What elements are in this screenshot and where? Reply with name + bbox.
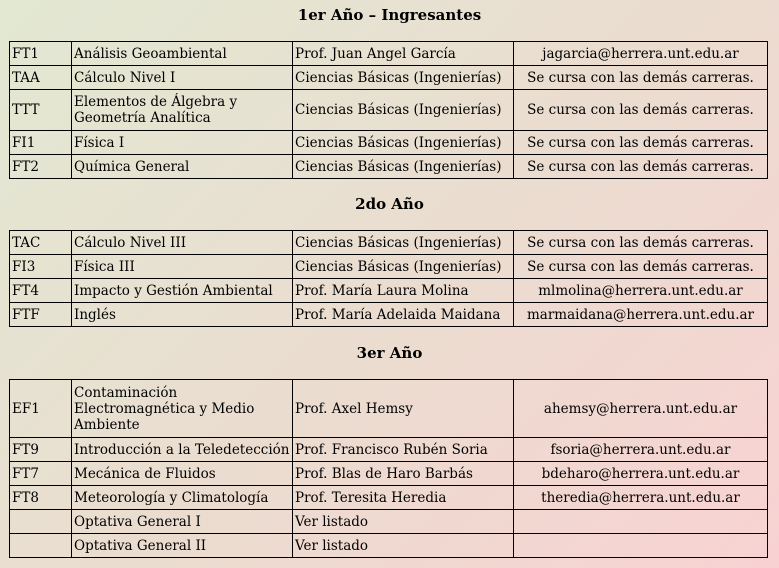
course-name: Optativa General II (72, 534, 293, 558)
course-code: FT8 (10, 486, 72, 510)
table-row (10, 303, 768, 327)
year-1-title: 1er Año – Ingresantes (297, 6, 482, 24)
year-1-table (9, 41, 768, 179)
course-contact (514, 534, 768, 558)
course-contact (514, 510, 768, 534)
course-code: FT1 (10, 42, 72, 66)
course-name: Análisis Geoambiental (72, 42, 293, 66)
course-name: Física III (72, 255, 293, 279)
course-code: FT4 (10, 279, 72, 303)
table-row (10, 90, 768, 131)
table-row (10, 380, 768, 438)
table-row (10, 42, 768, 66)
course-teacher: Prof. Teresita Heredia (293, 486, 514, 510)
course-name: Cálculo Nivel I (72, 66, 293, 90)
course-code: EF1 (10, 380, 72, 438)
course-teacher: Ciencias Básicas (Ingenierías) (293, 231, 514, 255)
table-row (10, 155, 768, 179)
course-name: Cálculo Nivel III (72, 231, 293, 255)
course-contact: mlmolina@herrera.unt.edu.ar (514, 279, 768, 303)
course-teacher: Prof. Axel Hemsy (293, 380, 514, 438)
course-teacher: Prof. María Laura Molina (293, 279, 514, 303)
table-row (10, 510, 768, 534)
course-name: Física I (72, 131, 293, 155)
course-teacher: Ciencias Básicas (Ingenierías) (293, 255, 514, 279)
course-teacher: Ciencias Básicas (Ingenierías) (293, 131, 514, 155)
course-name: Química General (72, 155, 293, 179)
year-3-table (9, 379, 768, 558)
course-code: TAA (10, 66, 72, 90)
course-code: TAC (10, 231, 72, 255)
course-code (10, 510, 72, 534)
table-row (10, 255, 768, 279)
course-teacher: Ciencias Básicas (Ingenierías) (293, 155, 514, 179)
course-name: Introducción a la Teledetección (72, 438, 293, 462)
course-contact: ahemsy@herrera.unt.edu.ar (514, 380, 768, 438)
year-2-table (9, 230, 768, 327)
course-code: FI3 (10, 255, 72, 279)
course-contact: theredia@herrera.unt.edu.ar (514, 486, 768, 510)
year-3-title: 3er Año (356, 344, 423, 362)
table-row (10, 66, 768, 90)
course-name: Optativa General I (72, 510, 293, 534)
course-teacher: Ver listado (293, 534, 514, 558)
course-code: FT2 (10, 155, 72, 179)
course-teacher: Ciencias Básicas (Ingenierías) (293, 90, 514, 131)
year-2-title: 2do Año (355, 195, 424, 213)
course-name: Elementos de Álgebra y Geometría Analítica (72, 90, 293, 131)
course-contact: Se cursa con las demás carreras. (514, 155, 768, 179)
course-teacher: Prof. María Adelaida Maidana (293, 303, 514, 327)
course-name: Inglés (72, 303, 293, 327)
course-contact: bdeharo@herrera.unt.edu.ar (514, 462, 768, 486)
table-row (10, 279, 768, 303)
course-contact: marmaidana@herrera.unt.edu.ar (514, 303, 768, 327)
course-contact: jagarcia@herrera.unt.edu.ar (514, 42, 768, 66)
course-name: Impacto y Gestión Ambiental (72, 279, 293, 303)
course-contact: Se cursa con las demás carreras. (514, 90, 768, 131)
course-contact: Se cursa con las demás carreras. (514, 231, 768, 255)
course-teacher: Prof. Juan Angel García (293, 42, 514, 66)
course-contact: Se cursa con las demás carreras. (514, 255, 768, 279)
course-code: FI1 (10, 131, 72, 155)
table-row (10, 231, 768, 255)
course-contact: Se cursa con las demás carreras. (514, 66, 768, 90)
course-name: Mecánica de Fluidos (72, 462, 293, 486)
table-row (10, 131, 768, 155)
course-code: FTF (10, 303, 72, 327)
course-code: TTT (10, 90, 72, 131)
course-teacher: Ver listado (293, 510, 514, 534)
table-row (10, 486, 768, 510)
course-code (10, 534, 72, 558)
table-row (10, 438, 768, 462)
course-contact: fsoria@herrera.unt.edu.ar (514, 438, 768, 462)
table-row (10, 462, 768, 486)
course-teacher: Ciencias Básicas (Ingenierías) (293, 66, 514, 90)
course-code: FT7 (10, 462, 72, 486)
course-teacher: Prof. Francisco Rubén Soria (293, 438, 514, 462)
course-name: Contaminación Electromagnética y Medio Ambiente (72, 380, 293, 438)
course-teacher: Prof. Blas de Haro Barbás (293, 462, 514, 486)
course-code: FT9 (10, 438, 72, 462)
table-row (10, 534, 768, 558)
course-contact: Se cursa con las demás carreras. (514, 131, 768, 155)
course-name: Meteorología y Climatología (72, 486, 293, 510)
